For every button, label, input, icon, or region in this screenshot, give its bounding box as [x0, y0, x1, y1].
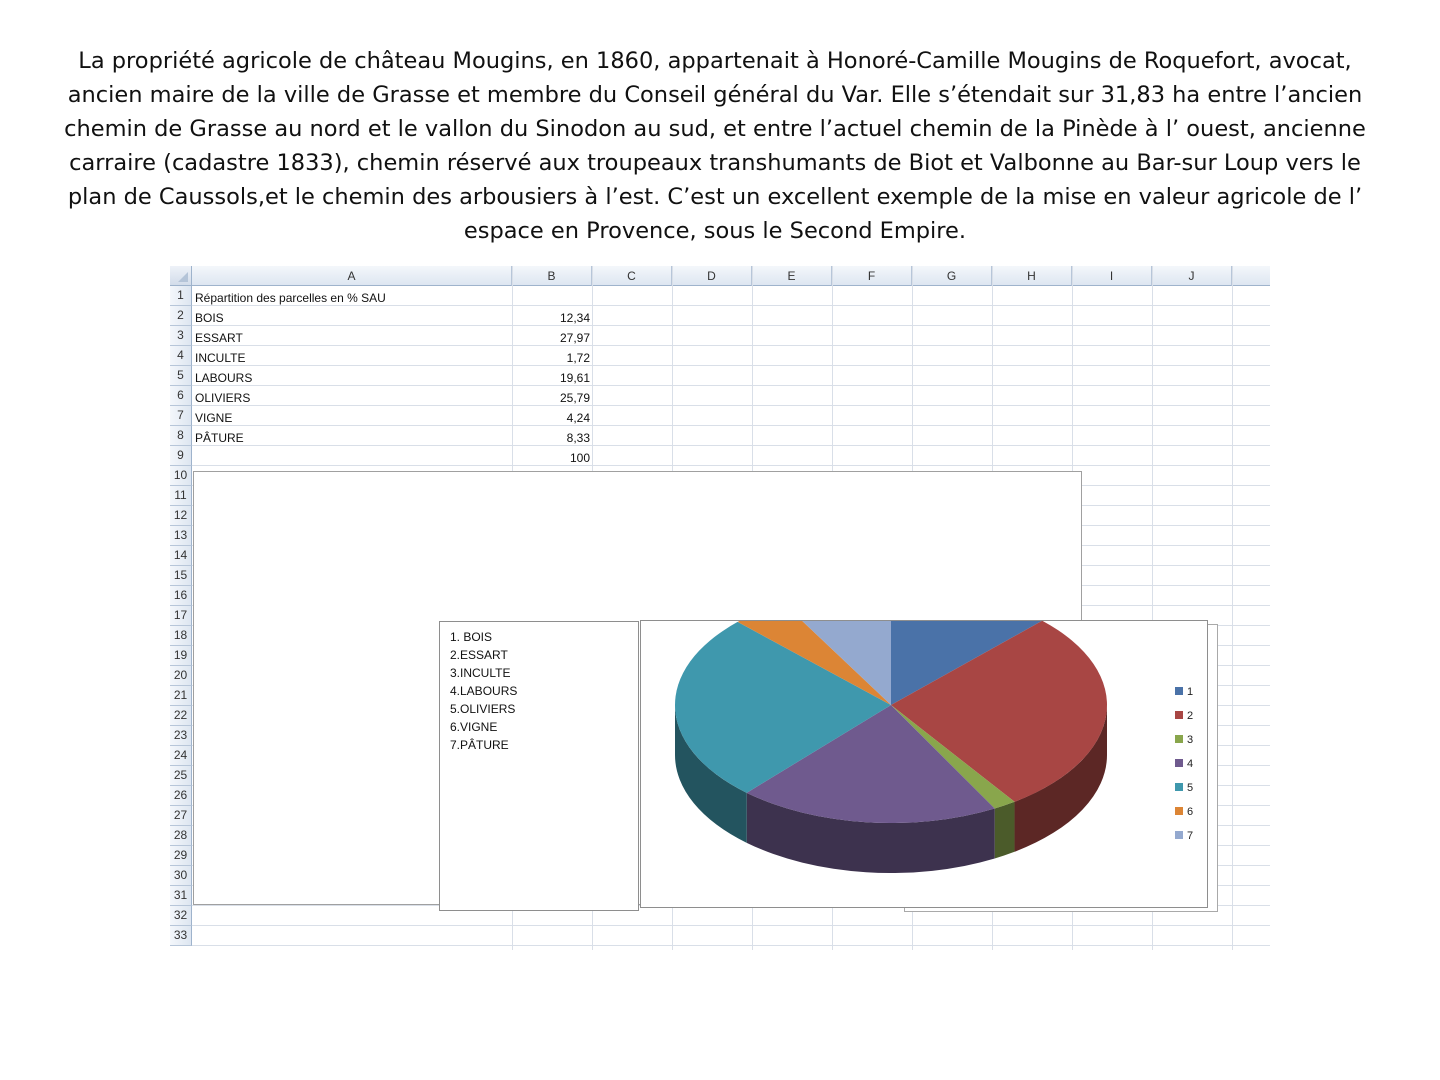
row-header-9[interactable]: 9: [170, 446, 192, 466]
grid-row-line: [192, 405, 1270, 406]
row-header-11[interactable]: 11: [170, 486, 192, 506]
category-text-box[interactable]: [439, 621, 639, 911]
grid-row-line: [192, 345, 1270, 346]
grid-row-line: [192, 365, 1270, 366]
category-line: 1. BOIS: [450, 630, 493, 644]
grid-row-line: [192, 425, 1270, 426]
legend-swatch-2: [1175, 711, 1183, 719]
row-header-32[interactable]: 32: [170, 906, 192, 926]
row-header-23[interactable]: 23: [170, 726, 192, 746]
row-header-24[interactable]: 24: [170, 746, 192, 766]
cell-label[interactable]: OLIVIERS: [195, 391, 251, 405]
column-header-E[interactable]: E: [752, 266, 832, 286]
column-header-D[interactable]: D: [672, 266, 752, 286]
column-header-C[interactable]: C: [592, 266, 672, 286]
cell-label[interactable]: VIGNE: [195, 411, 233, 425]
legend-label-5: 5: [1187, 782, 1194, 794]
column-header-overflow[interactable]: [1232, 266, 1270, 286]
column-header-A[interactable]: A: [192, 266, 512, 286]
grid-column-line: [1232, 266, 1233, 950]
row-header-33[interactable]: 33: [170, 926, 192, 946]
category-line: 7.PÂTURE: [450, 738, 509, 752]
cell-value[interactable]: 25,79: [559, 391, 590, 405]
row-header-7[interactable]: 7: [170, 406, 192, 426]
grid-row-line: [192, 465, 1270, 466]
grid-row-line: [192, 445, 1270, 446]
category-line: 4.LABOURS: [450, 684, 518, 698]
cell-label[interactable]: LABOURS: [195, 371, 253, 385]
grid-row-line: [192, 945, 1270, 946]
row-header-25[interactable]: 25: [170, 766, 192, 786]
row-header-18[interactable]: 18: [170, 626, 192, 646]
row-header-27[interactable]: 27: [170, 806, 192, 826]
pie-slice-side-3: [995, 802, 1015, 859]
row-header-5[interactable]: 5: [170, 366, 192, 386]
row-header-3[interactable]: 3: [170, 326, 192, 346]
cell-value[interactable]: 1,72: [566, 351, 590, 365]
row-header-1[interactable]: 1: [170, 286, 192, 306]
row-header-28[interactable]: 28: [170, 826, 192, 846]
row-header-17[interactable]: 17: [170, 606, 192, 626]
pie-chart: [641, 621, 1207, 907]
intro-paragraph: La propriété agricole de château Mougins, en 1860, appartenait à Honoré-Camille Mougins de Roquefort, avocat, ancien maire de la ville de Grasse et membre du Conseil général du Var. Elle s’étendait sur 31,83 ha entre l’ancien chemin de Grasse au nord et le vallon du Sinodon au sud, et entre l’actuel chemin de la Pinède à l’ ouest, ancienne carraire (cadastre 1833), chemin réservé aux troupeaux transhumants de Biot et Valbonne au Bar-sur Loup vers le plan de Caussols,et le chemin des arbousiers à l’est. C’est un excellent exemple de la mise en valeur agricole de l’ espace en Provence, sous le Second Empire.: [64, 48, 1366, 244]
row-header-20[interactable]: 20: [170, 666, 192, 686]
row-header-31[interactable]: 31: [170, 886, 192, 906]
legend-label-6: 6: [1187, 806, 1194, 818]
row-header-21[interactable]: 21: [170, 686, 192, 706]
row-header-8[interactable]: 8: [170, 426, 192, 446]
row-header-12[interactable]: 12: [170, 506, 192, 526]
category-line: 6.VIGNE: [450, 720, 498, 734]
legend-label-4: 4: [1187, 758, 1194, 770]
column-header-I[interactable]: I: [1072, 266, 1152, 286]
legend-swatch-5: [1175, 783, 1183, 791]
cell-value[interactable]: 12,34: [559, 311, 590, 325]
legend-swatch-4: [1175, 759, 1183, 767]
row-header-19[interactable]: 19: [170, 646, 192, 666]
column-header-F[interactable]: F: [832, 266, 912, 286]
row-header-26[interactable]: 26: [170, 786, 192, 806]
row-header-16[interactable]: 16: [170, 586, 192, 606]
spreadsheet: [170, 266, 1270, 950]
row-header-30[interactable]: 30: [170, 866, 192, 886]
row-header-22[interactable]: 22: [170, 706, 192, 726]
row-header-15[interactable]: 15: [170, 566, 192, 586]
cell-value[interactable]: 27,97: [559, 331, 590, 345]
legend-swatch-7: [1175, 831, 1183, 839]
cell-value[interactable]: 8,33: [566, 431, 590, 445]
row-header-4[interactable]: 4: [170, 346, 192, 366]
row-header-10[interactable]: 10: [170, 466, 192, 486]
column-header-H[interactable]: H: [992, 266, 1072, 286]
grid-row-line: [192, 325, 1270, 326]
column-header-B[interactable]: B: [512, 266, 592, 286]
cell-label[interactable]: PÂTURE: [195, 431, 244, 445]
legend-swatch-1: [1175, 687, 1183, 695]
column-header-G[interactable]: G: [912, 266, 992, 286]
row-header-29[interactable]: 29: [170, 846, 192, 866]
row-header-6[interactable]: 6: [170, 386, 192, 406]
chart-panel[interactable]: [640, 620, 1208, 908]
legend-label-7: 7: [1187, 830, 1194, 842]
legend-label-1: 1: [1187, 686, 1194, 698]
legend-label-3: 3: [1187, 734, 1194, 746]
grid-row-line: [192, 925, 1270, 926]
cell-label[interactable]: INCULTE: [195, 351, 246, 365]
legend-label-2: 2: [1187, 710, 1194, 722]
category-line: 5.OLIVIERS: [450, 702, 516, 716]
category-line: 2.ESSART: [450, 648, 508, 662]
cell-value[interactable]: 19,61: [559, 371, 590, 385]
legend-swatch-6: [1175, 807, 1183, 815]
category-line: 3.INCULTE: [450, 666, 511, 680]
select-all-corner[interactable]: [170, 266, 192, 286]
cell-label[interactable]: BOIS: [195, 311, 224, 325]
legend-swatch-3: [1175, 735, 1183, 743]
row-header-2[interactable]: 2: [170, 306, 192, 326]
row-header-13[interactable]: 13: [170, 526, 192, 546]
cell-value[interactable]: 4,24: [566, 411, 590, 425]
cell-B9-total[interactable]: 100: [569, 451, 590, 465]
cell-label[interactable]: ESSART: [195, 331, 243, 345]
column-header-J[interactable]: J: [1152, 266, 1232, 286]
cell-A1-title[interactable]: Répartition des parcelles en % SAU: [195, 291, 386, 305]
grid-row-line: [192, 385, 1270, 386]
row-header-14[interactable]: 14: [170, 546, 192, 566]
